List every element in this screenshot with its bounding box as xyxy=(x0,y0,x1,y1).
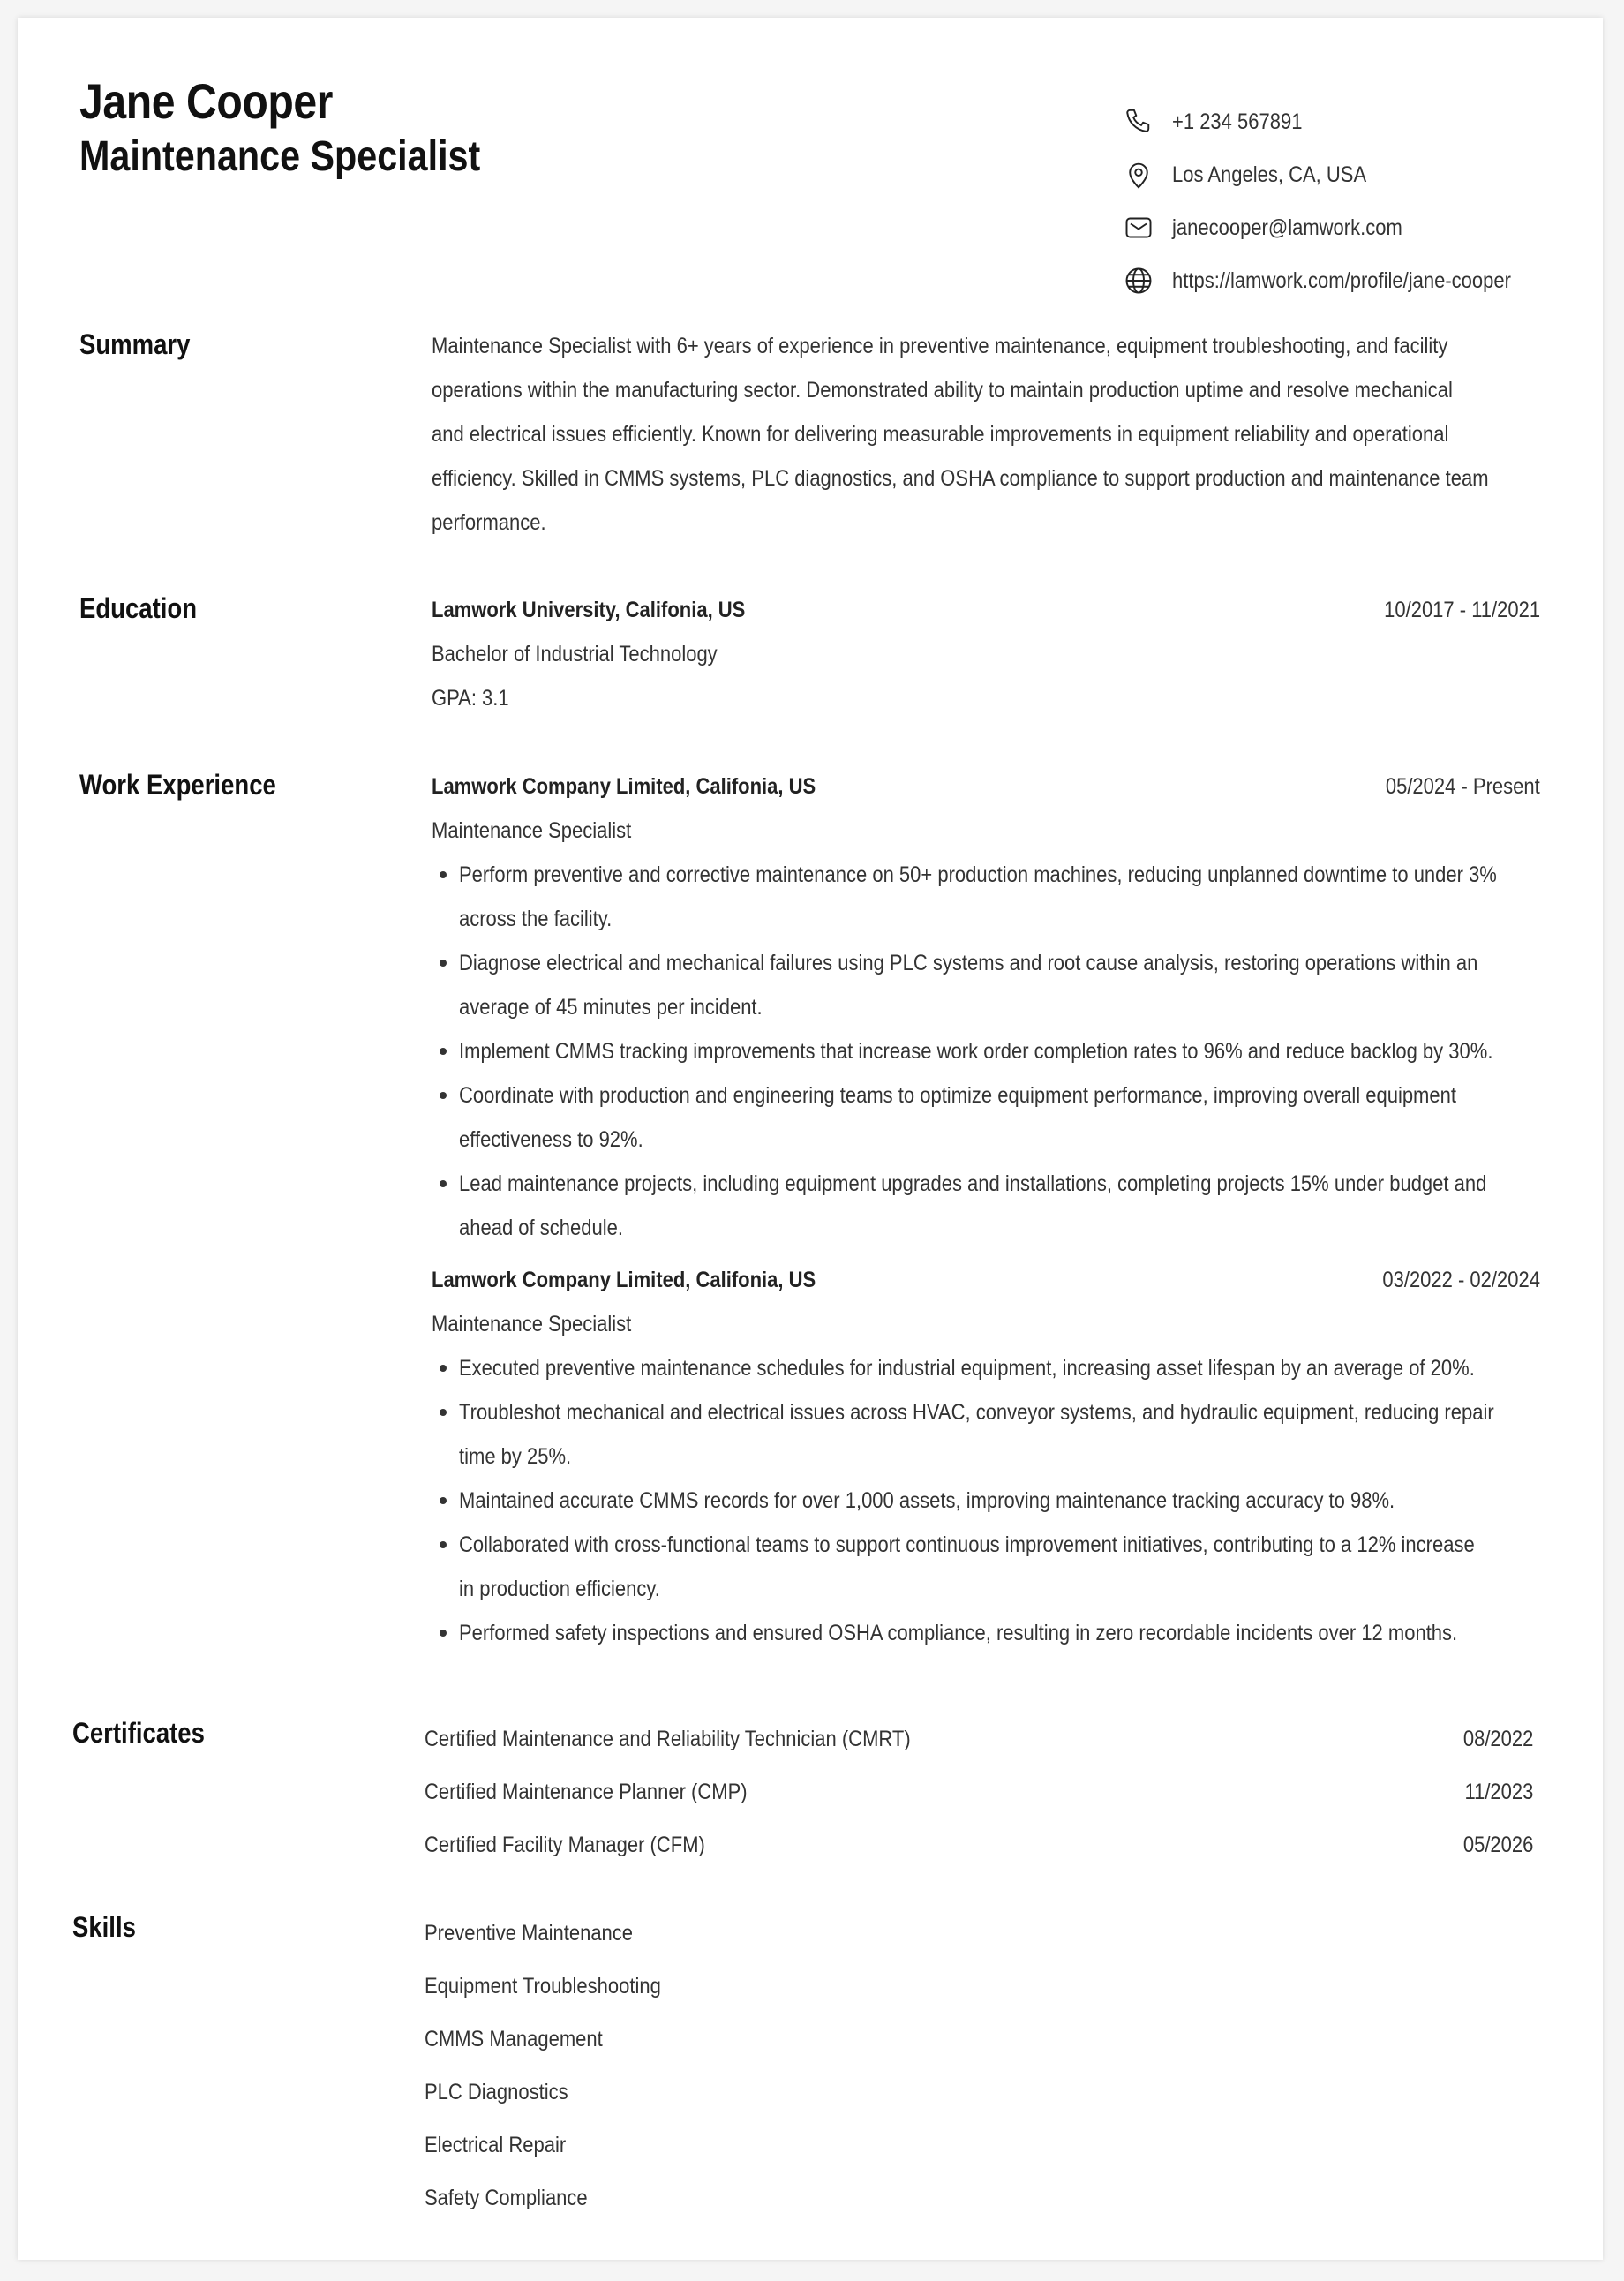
certificates-heading: Certificates xyxy=(72,1717,205,1749)
location-text: Los Angeles, CA, USA xyxy=(1172,162,1367,187)
certificate-dates xyxy=(1454,1713,1533,1871)
job-bullet xyxy=(432,1346,1544,1390)
bullet-line: Implement CMMS tracking improvements that increase work order completion rates to 96% and reduce backlog by 30%. xyxy=(459,1039,1493,1064)
bullet-line: Collaborated with cross-functional teams to support continuous improvement initiatives, contributing to a 12% increase xyxy=(459,1532,1475,1557)
summary-text xyxy=(432,324,1624,545)
summary-line: efficiency. Skilled in CMMS systems, PLC diagnostics, and OSHA compliance to support production and maintenance team xyxy=(432,466,1489,491)
job-bullet xyxy=(432,1390,1544,1479)
summary-line: operations within the manufacturing sector. Demonstrated ability to maintain production uptime and resolve mechanical xyxy=(432,378,1453,403)
email-link[interactable]: janecooper@lamwork.com xyxy=(1172,215,1402,240)
bullet-line: Executed preventive maintenance schedules for industrial equipment, increasing asset lifespan by an average of 20%. xyxy=(459,1356,1475,1381)
phone-text: +1 234 567891 xyxy=(1172,109,1303,134)
education-entry xyxy=(432,588,788,720)
job-role: Maintenance Specialist xyxy=(432,1312,632,1336)
job-bullet xyxy=(432,1029,1544,1073)
website-link[interactable]: https://lamwork.com/profile/jane-cooper xyxy=(1172,267,1511,293)
education-heading: Education xyxy=(79,592,198,624)
contact-website xyxy=(1123,254,1557,307)
certificate-date: 08/2022 xyxy=(1462,1727,1533,1751)
bullet-line: in production efficiency. xyxy=(459,1577,660,1601)
location-pin-icon xyxy=(1123,159,1154,191)
summary-heading: Summary xyxy=(79,328,191,360)
skill-item: CMMS Management xyxy=(425,2027,603,2051)
bullet-line: Lead maintenance projects, including equipment upgrades and installations, completing projects 15% under budget and xyxy=(459,1171,1487,1196)
certificate-date: 05/2026 xyxy=(1462,1833,1533,1857)
education-school: Lamwork University, Califonia, US xyxy=(432,598,746,622)
job-dates: 03/2022 - 02/2024 xyxy=(1382,1268,1540,1292)
bullet-line: Performed safety inspections and ensured OSHA compliance, resulting in zero recordable incidents over 12 months. xyxy=(459,1621,1458,1645)
bullet-line: ahead of schedule. xyxy=(459,1216,623,1240)
certificate-date: 11/2023 xyxy=(1464,1780,1533,1804)
contact-phone xyxy=(1123,95,1557,148)
bullet-line: time by 25%. xyxy=(459,1444,572,1469)
education-gpa: GPA: 3.1 xyxy=(432,686,509,711)
bullet-line: across the facility. xyxy=(459,907,613,931)
summary-line: Maintenance Specialist with 6+ years of experience in preventive maintenance, equipment troubleshooting, and facility xyxy=(432,334,1448,358)
skill-item: Equipment Troubleshooting xyxy=(425,1974,661,1999)
skill-item: Preventive Maintenance xyxy=(425,1921,634,1946)
bullet-line: Maintained accurate CMMS records for over 1,000 assets, improving maintenance tracking accuracy to 98%. xyxy=(459,1488,1395,1513)
bullet-line: Troubleshot mechanical and electrical issues across HVAC, conveyor systems, and hydraulic equipment, reducing repair xyxy=(459,1400,1494,1425)
job-company: Lamwork Company Limited, Califonia, US xyxy=(432,774,816,799)
resume-page xyxy=(18,18,1603,2260)
bullet-line: average of 45 minutes per incident. xyxy=(459,995,763,1020)
skill-item: Electrical Repair xyxy=(425,2133,567,2157)
contact-location xyxy=(1123,148,1557,201)
candidate-title: Maintenance Specialist xyxy=(79,133,481,180)
contact-email xyxy=(1123,201,1557,254)
contact-block xyxy=(1123,95,1557,307)
phone-icon xyxy=(1123,106,1154,138)
bullet-line: Coordinate with production and engineering teams to optimize equipment performance, improving overall equipment xyxy=(459,1083,1456,1108)
bullet-line: effectiveness to 92%. xyxy=(459,1127,643,1152)
certificate-list xyxy=(425,1713,977,1871)
job-bullet xyxy=(432,1611,1544,1655)
job-bullet xyxy=(432,853,1544,941)
job-bullet xyxy=(432,1073,1544,1162)
skills-heading: Skills xyxy=(72,1911,136,1943)
job-bullet xyxy=(432,1162,1544,1250)
job-company: Lamwork Company Limited, Califonia, US xyxy=(432,1268,816,1292)
summary-line: performance. xyxy=(432,510,546,535)
job-dates: 05/2024 - Present xyxy=(1386,774,1540,799)
certificate-name: Certified Maintenance Planner (CMP) xyxy=(425,1780,748,1804)
skill-item: Safety Compliance xyxy=(425,2186,588,2210)
job-role: Maintenance Specialist xyxy=(432,818,632,843)
work-heading: Work Experience xyxy=(79,769,276,801)
certificate-name: Certified Maintenance and Reliability Technician (CMRT) xyxy=(425,1727,911,1751)
globe-icon xyxy=(1123,265,1154,297)
job-entry xyxy=(432,764,1544,1250)
skill-item: PLC Diagnostics xyxy=(425,2080,568,2104)
bullet-line: Perform preventive and corrective maintenance on 50+ production machines, reducing unplanned downtime to under 3% xyxy=(459,862,1497,887)
mail-icon xyxy=(1123,212,1154,244)
education-degree: Bachelor of Industrial Technology xyxy=(432,642,718,666)
job-bullets xyxy=(432,1346,1544,1655)
job-bullets xyxy=(432,853,1544,1250)
summary-line: and electrical issues efficiently. Known for delivering measurable improvements in equipment reliability and operational xyxy=(432,422,1449,447)
certificate-name: Certified Facility Manager (CFM) xyxy=(425,1833,705,1857)
candidate-name: Jane Cooper xyxy=(79,73,333,129)
job-bullet xyxy=(432,1523,1544,1611)
bullet-line: Diagnose electrical and mechanical failures using PLC systems and root cause analysis, restoring operations within an xyxy=(459,951,1478,975)
job-entry xyxy=(432,1258,1544,1655)
job-bullet xyxy=(432,1479,1544,1523)
education-dates: 10/2017 - 11/2021 xyxy=(1384,598,1540,622)
job-bullet xyxy=(432,941,1544,1029)
skills-list xyxy=(425,1907,693,2225)
